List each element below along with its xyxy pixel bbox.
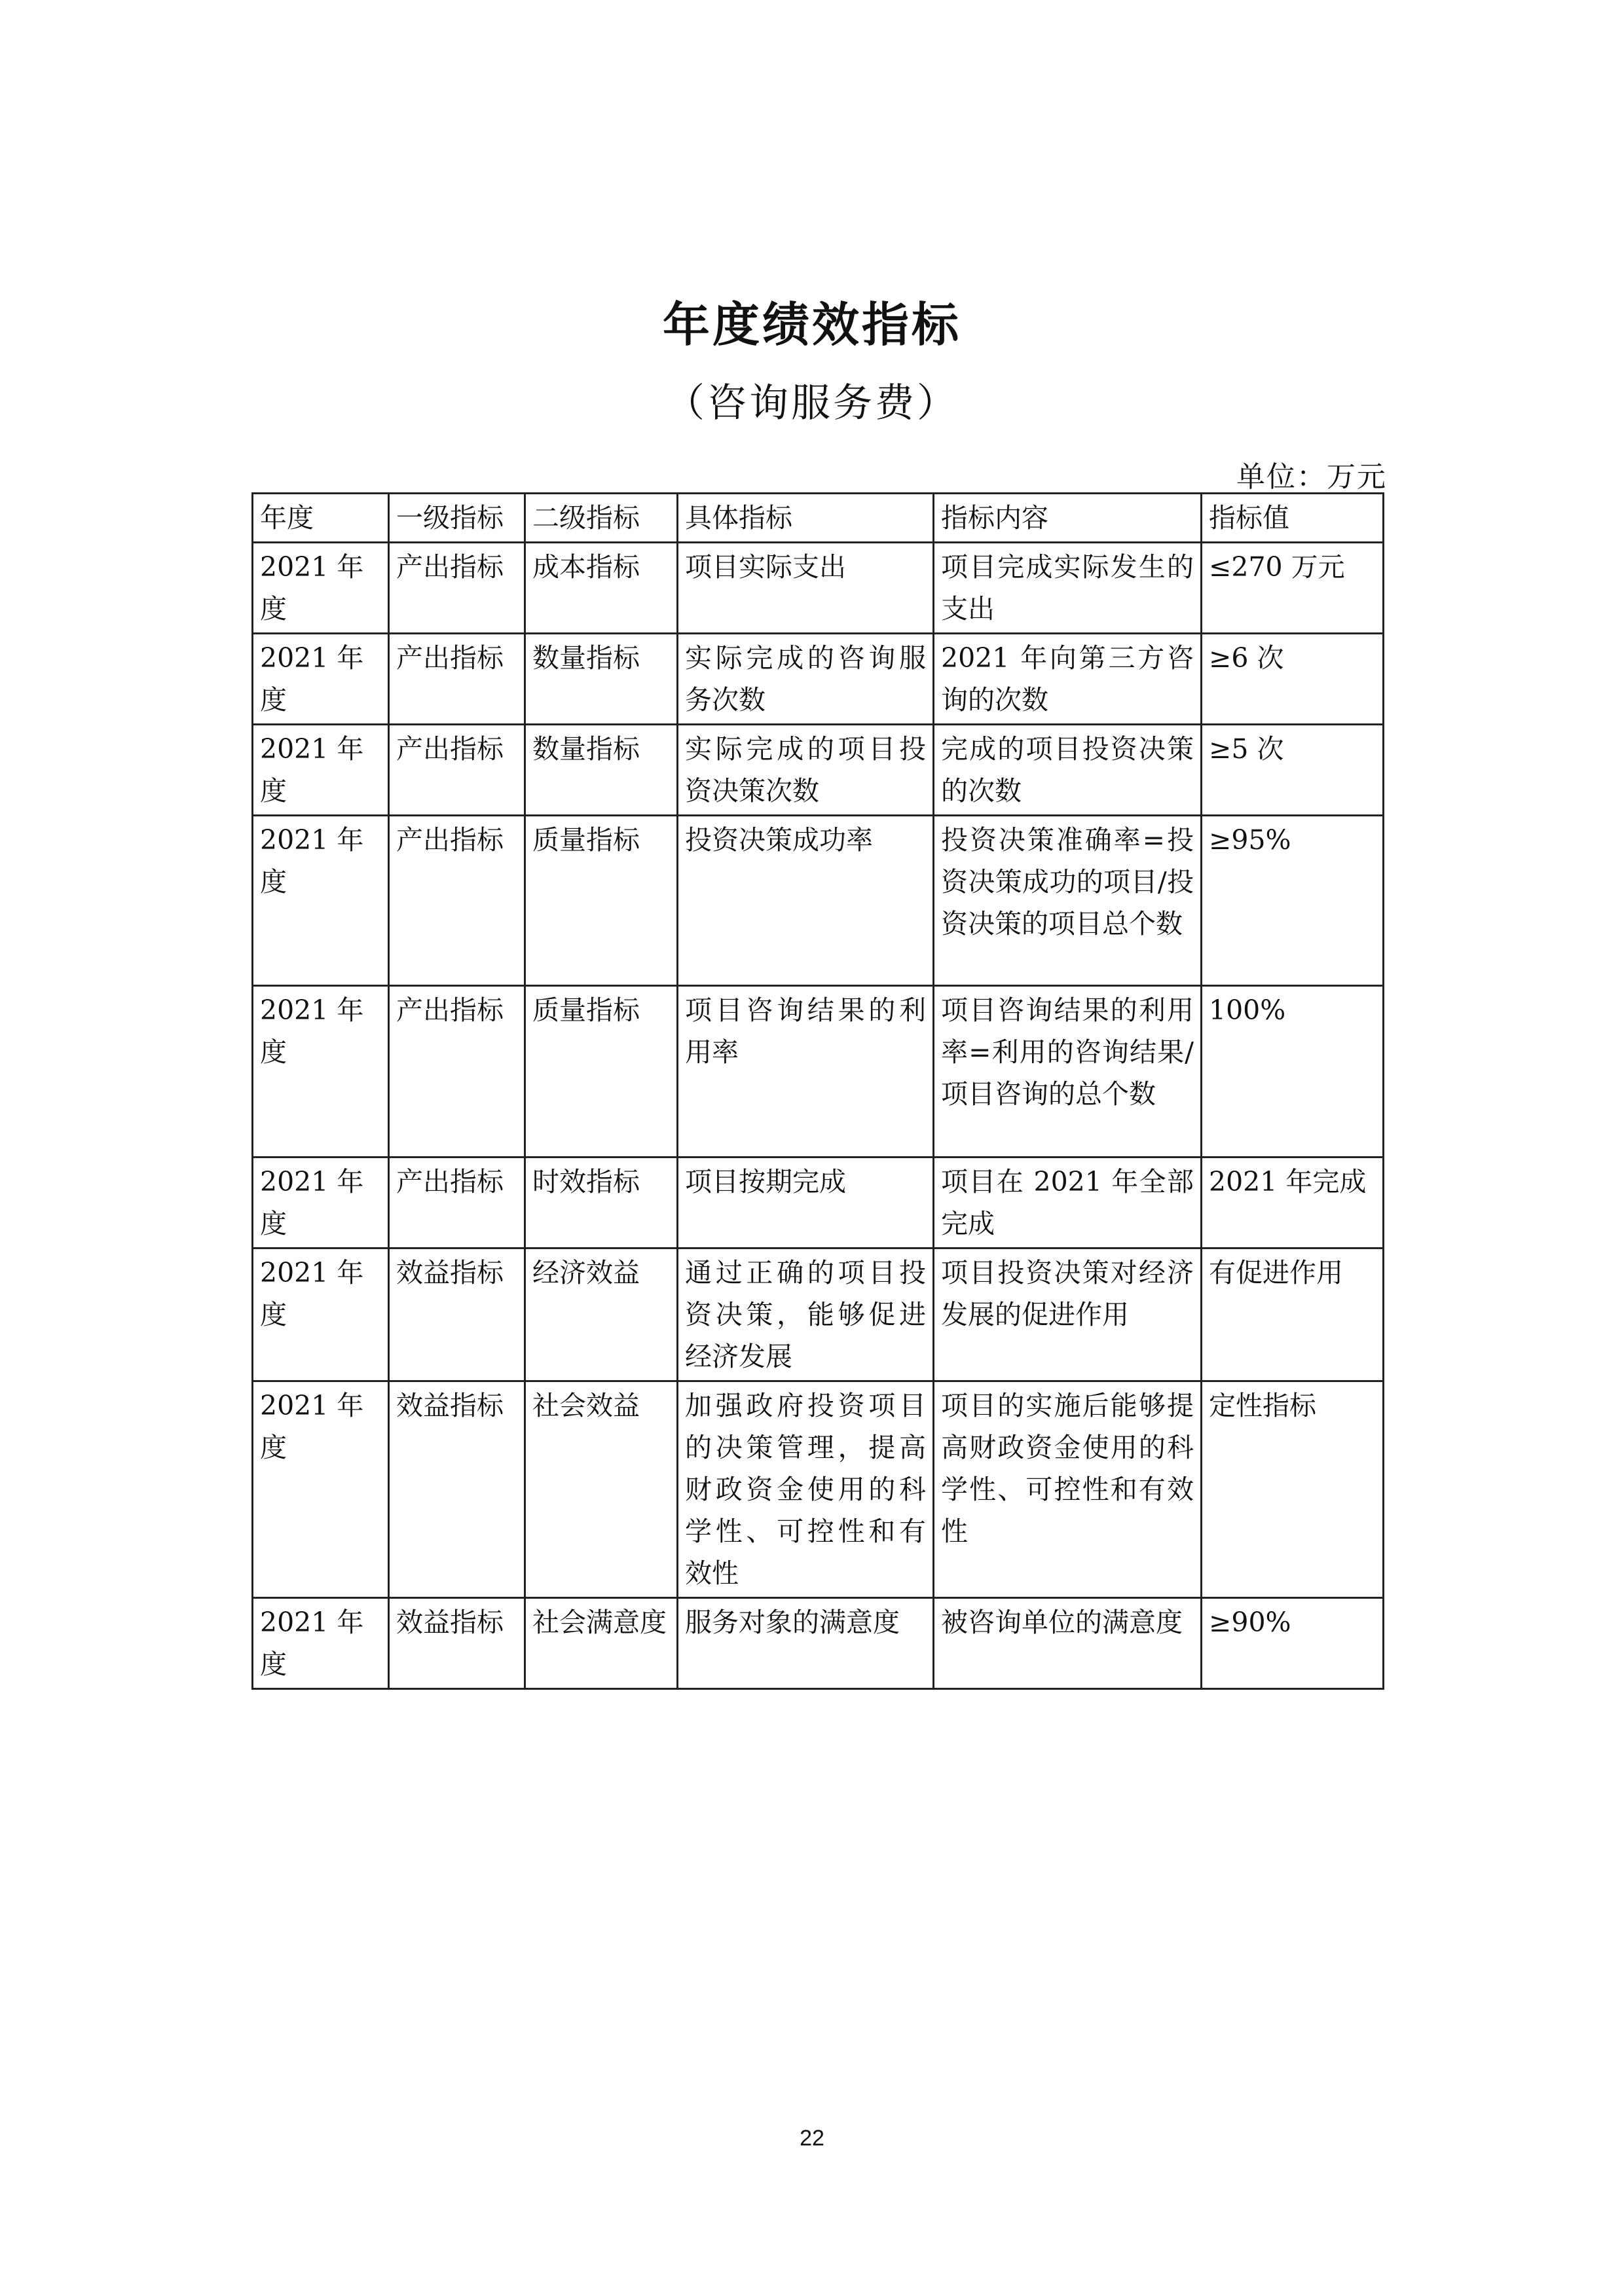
cell-level2: 成本指标 bbox=[525, 543, 678, 634]
header-content: 指标内容 bbox=[934, 494, 1202, 543]
cell-level1: 产出指标 bbox=[389, 725, 525, 816]
cell-level1: 产出指标 bbox=[389, 634, 525, 725]
cell-specific: 服务对象的满意度 bbox=[678, 1598, 934, 1689]
cell-level2: 经济效益 bbox=[525, 1248, 678, 1381]
cell-level2: 时效指标 bbox=[525, 1157, 678, 1248]
header-level1: 一级指标 bbox=[389, 494, 525, 543]
cell-specific: 加强政府投资项目的决策管理，提高财政资金使用的科学性、可控性和有效性 bbox=[678, 1381, 934, 1598]
cell-level1: 产出指标 bbox=[389, 543, 525, 634]
header-value: 指标值 bbox=[1202, 494, 1384, 543]
cell-content: 完成的项目投资决策的次数 bbox=[934, 725, 1202, 816]
cell-level2: 数量指标 bbox=[525, 725, 678, 816]
cell-content: 项目完成实际发生的支出 bbox=[934, 543, 1202, 634]
table-header-row bbox=[253, 494, 1384, 543]
cell-level1: 产出指标 bbox=[389, 986, 525, 1157]
cell-year: 2021 年度 bbox=[253, 1248, 389, 1381]
table-row bbox=[253, 725, 1384, 816]
cell-content: 项目咨询结果的利用率=利用的咨询结果/项目咨询的总个数 bbox=[934, 986, 1202, 1157]
cell-specific: 项目实际支出 bbox=[678, 543, 934, 634]
cell-specific: 实际完成的项目投资决策次数 bbox=[678, 725, 934, 816]
cell-year: 2021 年度 bbox=[253, 1381, 389, 1598]
cell-value: ≤270 万元 bbox=[1202, 543, 1384, 634]
cell-value: ≥5 次 bbox=[1202, 725, 1384, 816]
header-year: 年度 bbox=[253, 494, 389, 543]
cell-content: 项目在 2021 年全部完成 bbox=[934, 1157, 1202, 1248]
cell-specific: 通过正确的项目投资决策，能够促进经济发展 bbox=[678, 1248, 934, 1381]
table-row bbox=[253, 1598, 1384, 1689]
page-number: 22 bbox=[800, 2126, 824, 2151]
performance-indicator-table bbox=[251, 492, 1384, 1690]
table-row bbox=[253, 986, 1384, 1157]
cell-value: ≥90% bbox=[1202, 1598, 1384, 1689]
cell-specific: 项目咨询结果的利用率 bbox=[678, 986, 934, 1157]
table-row bbox=[253, 543, 1384, 634]
cell-level1: 效益指标 bbox=[389, 1598, 525, 1689]
cell-level1: 产出指标 bbox=[389, 1157, 525, 1248]
cell-value: ≥95% bbox=[1202, 816, 1384, 986]
cell-value: 定性指标 bbox=[1202, 1381, 1384, 1598]
cell-year: 2021 年度 bbox=[253, 1598, 389, 1689]
cell-value: ≥6 次 bbox=[1202, 634, 1384, 725]
page-title: 年度绩效指标 bbox=[662, 297, 961, 352]
header-level2: 二级指标 bbox=[525, 494, 678, 543]
cell-level2: 社会满意度 bbox=[525, 1598, 678, 1689]
cell-value: 有促进作用 bbox=[1202, 1248, 1384, 1381]
cell-year: 2021 年度 bbox=[253, 986, 389, 1157]
cell-content: 2021 年向第三方咨询的次数 bbox=[934, 634, 1202, 725]
cell-content: 项目投资决策对经济发展的促进作用 bbox=[934, 1248, 1202, 1381]
cell-level2: 质量指标 bbox=[525, 816, 678, 986]
cell-level2: 数量指标 bbox=[525, 634, 678, 725]
cell-level1: 效益指标 bbox=[389, 1381, 525, 1598]
cell-level1: 效益指标 bbox=[389, 1248, 525, 1381]
cell-specific: 项目按期完成 bbox=[678, 1157, 934, 1248]
cell-year: 2021 年度 bbox=[253, 725, 389, 816]
cell-content: 被咨询单位的满意度 bbox=[934, 1598, 1202, 1689]
cell-year: 2021 年度 bbox=[253, 1157, 389, 1248]
cell-level2: 质量指标 bbox=[525, 986, 678, 1157]
header-specific: 具体指标 bbox=[678, 494, 934, 543]
table-row bbox=[253, 1157, 1384, 1248]
cell-level1: 产出指标 bbox=[389, 816, 525, 986]
unit-label: 单位：万元 bbox=[1236, 460, 1387, 494]
cell-value: 2021 年完成 bbox=[1202, 1157, 1384, 1248]
cell-year: 2021 年度 bbox=[253, 816, 389, 986]
cell-content: 投资决策准确率=投资决策成功的项目/投资决策的项目总个数 bbox=[934, 816, 1202, 986]
cell-year: 2021 年度 bbox=[253, 543, 389, 634]
page-subtitle: （咨询服务费） bbox=[665, 380, 959, 426]
cell-year: 2021 年度 bbox=[253, 634, 389, 725]
cell-content: 项目的实施后能够提高财政资金使用的科学性、可控性和有效性 bbox=[934, 1381, 1202, 1598]
cell-specific: 实际完成的咨询服务次数 bbox=[678, 634, 934, 725]
table-row bbox=[253, 634, 1384, 725]
cell-specific: 投资决策成功率 bbox=[678, 816, 934, 986]
table-row bbox=[253, 1381, 1384, 1598]
table-row bbox=[253, 816, 1384, 986]
cell-level2: 社会效益 bbox=[525, 1381, 678, 1598]
table-row bbox=[253, 1248, 1384, 1381]
cell-value: 100% bbox=[1202, 986, 1384, 1157]
